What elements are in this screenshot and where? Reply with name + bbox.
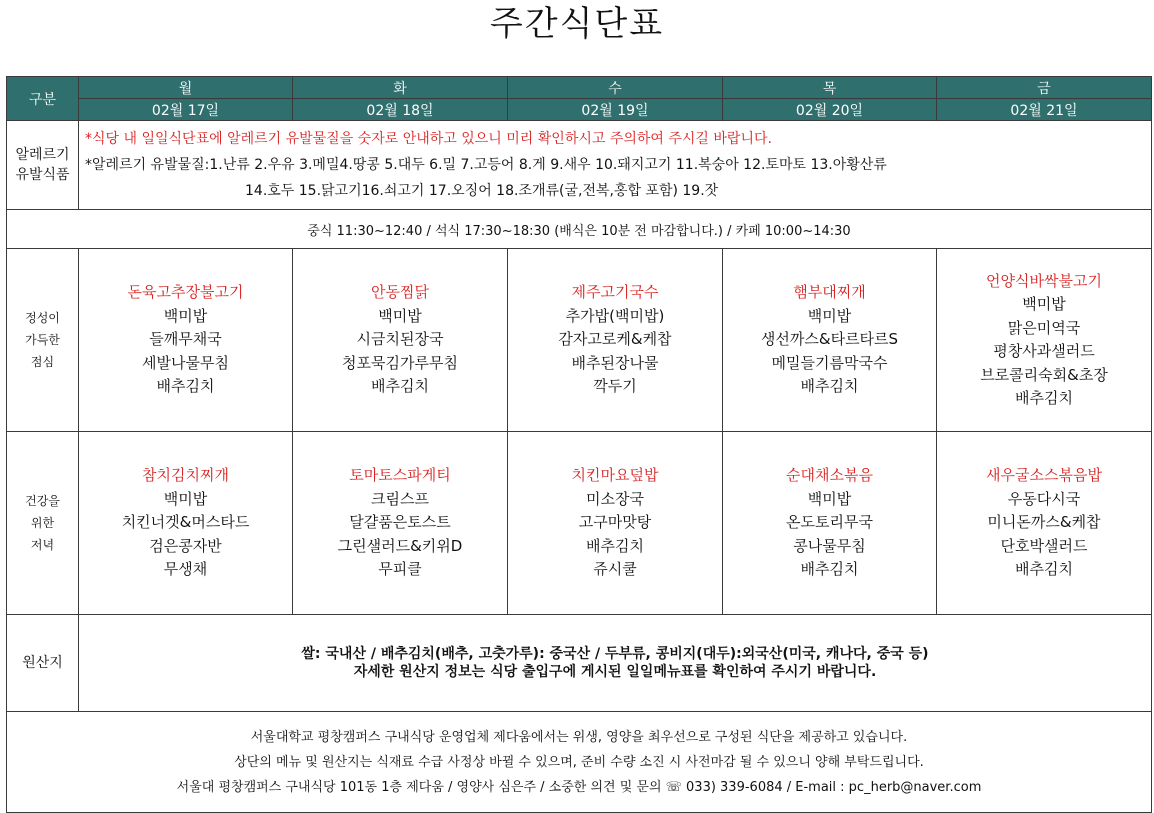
menu-item: 백미밥 bbox=[163, 489, 208, 508]
menu-item: 크림스프 bbox=[371, 489, 429, 508]
lunch-menu-thu bbox=[723, 249, 937, 432]
menu-item: 백미밥 bbox=[807, 489, 852, 508]
day-header-thu: 목 bbox=[723, 77, 937, 99]
menu-item: 생선까스&타르타르S bbox=[760, 330, 899, 349]
date-header-fri: 02월 21일 bbox=[937, 99, 1152, 121]
origin-line1: 쌀: 국내산 / 배추김치(배추, 고춧가루): 중국산 / 두부류, 콩비지(대두):외국산(미국, 캐나다, 중국 등) bbox=[301, 646, 929, 662]
menu-item: 우동다시국 bbox=[1007, 489, 1081, 508]
lunch-main-dish: 언양식바싹불고기 bbox=[986, 271, 1102, 290]
menu-item: 배추김치 bbox=[1015, 560, 1073, 579]
hours-row bbox=[7, 210, 1152, 249]
menu-item: 백미밥 bbox=[378, 306, 422, 325]
menu-item: 배추김치 bbox=[800, 377, 859, 396]
menu-item: 무피클 bbox=[378, 560, 422, 579]
date-header-mon: 02월 17일 bbox=[79, 99, 293, 121]
dinner-label-line3: 저녁 bbox=[30, 538, 55, 552]
menu-item: 배추김치 bbox=[800, 560, 859, 579]
origin-line2: 자세한 원산지 정보는 식당 출입구에 게시된 일일메뉴표를 확인하여 주시기 바랍니다. bbox=[353, 664, 877, 680]
lunch-main-dish: 돈육고추장불고기 bbox=[127, 283, 244, 302]
menu-item: 치킨너겟&머스타드 bbox=[121, 513, 250, 532]
menu-item: 백미밥 bbox=[1022, 295, 1066, 313]
origin-row bbox=[7, 615, 1152, 712]
dinner-label-line1: 건강을 bbox=[25, 494, 60, 508]
lunch-menu-wed bbox=[508, 249, 723, 432]
footer-line2: 상단의 메뉴 및 원산지는 식재료 수급 사정상 바뀔 수 있으며, 준비 수량 소진 시 사전마감 될 수 있으니 양해 부탁드립니다. bbox=[234, 754, 924, 770]
menu-item: 무생채 bbox=[163, 560, 208, 579]
menu-item: 브로콜리숙회&초장 bbox=[980, 365, 1108, 384]
lunch-label-line1: 정성이 bbox=[25, 311, 60, 325]
day-header-wed: 수 bbox=[508, 77, 723, 99]
lunch-main-dish: 안동찜닭 bbox=[371, 283, 429, 302]
dinner-main-dish: 치킨마요덮밥 bbox=[571, 466, 659, 485]
origin-info bbox=[79, 615, 1152, 712]
allergy-label-line1: 알레르기 bbox=[15, 147, 70, 163]
menu-item: 미니돈까스&케찹 bbox=[987, 513, 1101, 532]
lunch-label-line2: 가득한 bbox=[25, 333, 60, 347]
allergy-list-line1: *알레르기 유발물질:1.난류 2.우유 3.메밀4.땅콩 5.대두 6.밀 7.고등어 8.게 9.새우 10.돼지고기 11.복숭아 12.토마토 13.아황산류 bbox=[85, 157, 887, 173]
dinner-main-dish: 토마토스파게티 bbox=[349, 466, 451, 485]
header-date-row bbox=[7, 99, 1152, 121]
menu-item: 달걀품은토스트 bbox=[349, 513, 451, 532]
day-header-tue: 화 bbox=[293, 77, 508, 99]
dinner-menu-tue bbox=[293, 432, 508, 615]
day-header-fri: 금 bbox=[937, 77, 1152, 99]
menu-item: 청포묵김가루무침 bbox=[342, 353, 458, 372]
allergy-label-line2: 유발식품 bbox=[15, 167, 70, 183]
lunch-row bbox=[7, 249, 1152, 432]
menu-item: 단호박샐러드 bbox=[1000, 536, 1088, 555]
lunch-label-line3: 점심 bbox=[30, 355, 55, 369]
menu-item: 백미밥 bbox=[163, 306, 208, 325]
footer-line1: 서울대학교 평창캠퍼스 구내식당 운영업체 제다움에서는 위생, 영양을 최우선으로 구성된 식단을 제공하고 있습니다. bbox=[250, 729, 908, 745]
day-header-mon: 월 bbox=[79, 77, 293, 99]
date-header-tue: 02월 18일 bbox=[293, 99, 508, 121]
dinner-menu-mon bbox=[79, 432, 293, 615]
menu-item: 쥬시쿨 bbox=[593, 560, 637, 579]
menu-item: 들깨무채국 bbox=[149, 330, 222, 349]
menu-item: 깍두기 bbox=[593, 377, 637, 396]
allergy-info bbox=[79, 121, 1152, 210]
menu-item: 배추김치 bbox=[586, 536, 644, 555]
menu-item: 배추김치 bbox=[371, 377, 429, 396]
menu-item: 배추김치 bbox=[156, 377, 215, 396]
footer-row bbox=[7, 712, 1152, 813]
menu-item: 추가밥(백미밥) bbox=[565, 306, 665, 325]
lunch-label bbox=[7, 249, 79, 432]
dinner-menu-fri bbox=[937, 432, 1152, 615]
footer-line3: 서울대 평창캠퍼스 구내식당 101동 1층 제다움 / 영양사 심은주 / 소중한 의견 및 문의 ☏ 033) 339-6084 / E-mail : pc_herb@naver.com bbox=[176, 779, 982, 795]
lunch-menu-fri bbox=[937, 249, 1152, 432]
origin-label: 원산지 bbox=[7, 615, 79, 712]
menu-item: 고구마맛탕 bbox=[578, 513, 652, 532]
menu-item: 맑은미역국 bbox=[1007, 318, 1081, 337]
page-title: 주간식단표 bbox=[489, 4, 665, 44]
allergy-row bbox=[7, 121, 1152, 210]
lunch-menu-mon bbox=[79, 249, 293, 432]
menu-item: 미소장국 bbox=[586, 489, 644, 508]
weekly-menu-table bbox=[6, 76, 1152, 813]
footer-info bbox=[7, 712, 1152, 813]
dinner-label-line2: 위한 bbox=[30, 516, 55, 530]
menu-item: 평창사과샐러드 bbox=[993, 342, 1095, 360]
menu-item: 감자고로케&케찹 bbox=[558, 330, 672, 349]
menu-item: 배추된장나물 bbox=[571, 353, 659, 372]
date-header-wed: 02월 19일 bbox=[508, 99, 723, 121]
header-day-row bbox=[7, 77, 1152, 99]
operating-hours: 중식 11:30~12:40 / 석식 17:30~18:30 (배식은 10분 전 마감합니다.) / 카페 10:00~14:30 bbox=[7, 210, 1152, 249]
dinner-row bbox=[7, 432, 1152, 615]
dinner-main-dish: 새우굴소스볶음밥 bbox=[986, 466, 1102, 485]
allergy-list-line2: 14.호두 15.닭고기16.쇠고기 17.오징어 18.조개류(굴,전복,홍합 포함) 19.잣 bbox=[245, 183, 719, 199]
menu-item: 배추김치 bbox=[1015, 389, 1073, 407]
menu-item: 검은콩자반 bbox=[149, 536, 222, 555]
allergy-notice: *식당 내 일일식단표에 알레르기 유발물질을 숫자로 안내하고 있으니 미리 확인하시고 주의하여 주시길 바랍니다. bbox=[85, 131, 772, 147]
dinner-main-dish: 참치김치찌개 bbox=[142, 466, 229, 485]
menu-item: 그린샐러드&키위D bbox=[337, 536, 463, 555]
menu-item: 메밀들기름막국수 bbox=[771, 353, 888, 372]
lunch-menu-tue bbox=[293, 249, 508, 432]
dinner-menu-wed bbox=[508, 432, 723, 615]
lunch-main-dish: 제주고기국수 bbox=[571, 283, 659, 302]
dinner-menu-thu bbox=[723, 432, 937, 615]
menu-item: 온도토리무국 bbox=[786, 513, 873, 532]
menu-item: 시금치된장국 bbox=[356, 330, 444, 349]
menu-item: 콩나물무침 bbox=[793, 536, 866, 555]
dinner-main-dish: 순대채소볶음 bbox=[786, 466, 873, 485]
allergy-label bbox=[7, 121, 79, 210]
gubun-header: 구분 bbox=[7, 77, 79, 121]
lunch-main-dish: 햄부대찌개 bbox=[793, 283, 866, 302]
menu-item: 세발나물무침 bbox=[142, 353, 229, 372]
menu-item: 백미밥 bbox=[807, 306, 852, 325]
date-header-thu: 02월 20일 bbox=[723, 99, 937, 121]
dinner-label bbox=[7, 432, 79, 615]
